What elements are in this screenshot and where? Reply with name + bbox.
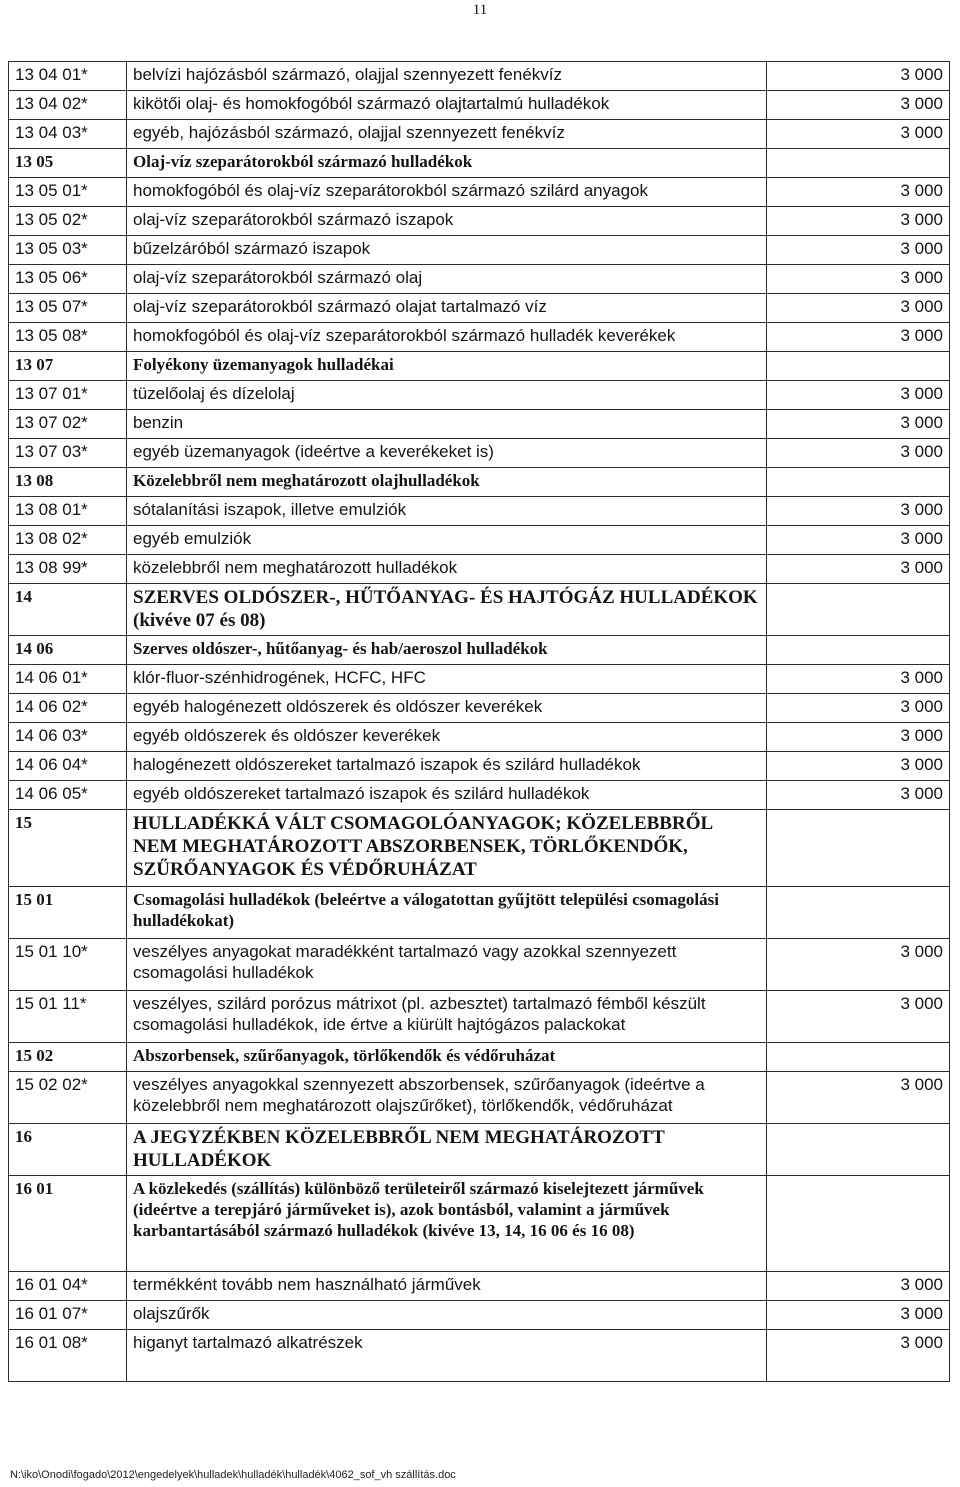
waste-description: közelebbről nem meghatározott hulladékok bbox=[127, 555, 767, 584]
waste-description: A JEGYZÉKBEN KÖZELEBBRŐL NEM MEGHATÁROZOTT HULLADÉKOK bbox=[127, 1124, 767, 1176]
waste-description: Abszorbensek, szűrőanyagok, törlőkendők és védőruházat bbox=[127, 1043, 767, 1072]
waste-description: Szerves oldószer-, hűtőanyag- és hab/aeroszol hulladékok bbox=[127, 636, 767, 665]
waste-code: 16 01 04* bbox=[9, 1272, 127, 1301]
waste-code: 13 04 01* bbox=[9, 62, 127, 91]
fee-amount: 3 000 bbox=[767, 178, 950, 207]
fee-amount: 3 000 bbox=[767, 752, 950, 781]
table-row-subchapter bbox=[9, 1176, 950, 1272]
fee-amount: 3 000 bbox=[767, 723, 950, 752]
table-row bbox=[9, 991, 950, 1043]
waste-description: veszélyes anyagokkal szennyezett abszorbensek, szűrőanyagok (ideértve a közelebbről nem meghatározott olajszűrőket), törlőkendők, védőruházat bbox=[127, 1072, 767, 1124]
table-row-subchapter bbox=[9, 352, 950, 381]
fee-amount: 3 000 bbox=[767, 120, 950, 149]
waste-code: 13 08 01* bbox=[9, 497, 127, 526]
table-row-chapter bbox=[9, 584, 950, 636]
waste-code: 16 01 07* bbox=[9, 1301, 127, 1330]
table-row bbox=[9, 1072, 950, 1124]
waste-description: veszélyes anyagokat maradékként tartalmazó vagy azokkal szennyezett csomagolási hulladékok bbox=[127, 939, 767, 991]
table-row bbox=[9, 265, 950, 294]
waste-description: bűzelzáróból származó iszapok bbox=[127, 236, 767, 265]
fee-amount: 3 000 bbox=[767, 1072, 950, 1124]
waste-description: Közelebbről nem meghatározott olajhulladékok bbox=[127, 468, 767, 497]
waste-code: 15 02 02* bbox=[9, 1072, 127, 1124]
waste-code: 13 05 02* bbox=[9, 207, 127, 236]
fee-amount: 3 000 bbox=[767, 410, 950, 439]
waste-description: sótalanítási iszapok, illetve emulziók bbox=[127, 497, 767, 526]
waste-code: 14 06 01* bbox=[9, 665, 127, 694]
waste-code: 15 02 bbox=[9, 1043, 127, 1072]
fee-amount bbox=[767, 1124, 950, 1176]
waste-description: A közlekedés (szállítás) különböző területeiről származó kiselejtezett járművek (ideértve a terepjáró járműveket is), azok bontásból, valamint a járművek karbantartásából származó hulladékok (kivéve 13, 14, 16 06 és 16 08) bbox=[127, 1176, 767, 1272]
waste-code: 13 07 01* bbox=[9, 381, 127, 410]
table-row bbox=[9, 694, 950, 723]
waste-code: 13 05 01* bbox=[9, 178, 127, 207]
waste-code: 15 01 bbox=[9, 887, 127, 939]
waste-code: 13 07 02* bbox=[9, 410, 127, 439]
fee-amount: 3 000 bbox=[767, 694, 950, 723]
fee-amount: 3 000 bbox=[767, 207, 950, 236]
fee-amount bbox=[767, 636, 950, 665]
waste-code: 14 06 05* bbox=[9, 781, 127, 810]
fee-amount bbox=[767, 468, 950, 497]
waste-code: 14 06 bbox=[9, 636, 127, 665]
table-row bbox=[9, 723, 950, 752]
waste-code: 15 bbox=[9, 810, 127, 887]
waste-description: Csomagolási hulladékok (beleértve a válogatottan gyűjtött települési csomagolási hulladékokat) bbox=[127, 887, 767, 939]
waste-description: belvízi hajózásból származó, olajjal szennyezett fenékvíz bbox=[127, 62, 767, 91]
table-row-chapter bbox=[9, 1124, 950, 1176]
table-row-subchapter bbox=[9, 636, 950, 665]
waste-description: egyéb, hajózásból származó, olajjal szennyezett fenékvíz bbox=[127, 120, 767, 149]
table-row bbox=[9, 294, 950, 323]
waste-description: egyéb oldószerek és oldószer keverékek bbox=[127, 723, 767, 752]
waste-description: homokfogóból és olaj-víz szeparátorokból származó hulladék keverékek bbox=[127, 323, 767, 352]
fee-amount: 3 000 bbox=[767, 991, 950, 1043]
waste-code: 13 05 06* bbox=[9, 265, 127, 294]
waste-description: termékként tovább nem használható járművek bbox=[127, 1272, 767, 1301]
table-row bbox=[9, 497, 950, 526]
fee-amount: 3 000 bbox=[767, 939, 950, 991]
waste-code: 15 01 11* bbox=[9, 991, 127, 1043]
table-row bbox=[9, 526, 950, 555]
table-row bbox=[9, 323, 950, 352]
waste-description: veszélyes, szilárd porózus mátrixot (pl. azbesztet) tartalmazó fémből készült csomagolási hulladékok, ide értve a kiürült hajtógázos palackokat bbox=[127, 991, 767, 1043]
table-row bbox=[9, 555, 950, 584]
fee-amount: 3 000 bbox=[767, 555, 950, 584]
waste-code: 13 04 02* bbox=[9, 91, 127, 120]
waste-description: kikötői olaj- és homokfogóból származó olajtartalmú hulladékok bbox=[127, 91, 767, 120]
page-number: 11 bbox=[472, 2, 488, 18]
waste-description: egyéb halogénezett oldószerek és oldószer keverékek bbox=[127, 694, 767, 723]
waste-description: tüzelőolaj és dízelolaj bbox=[127, 381, 767, 410]
fee-amount bbox=[767, 1176, 950, 1272]
waste-description: olaj-víz szeparátorokból származó olajat tartalmazó víz bbox=[127, 294, 767, 323]
fee-amount: 3 000 bbox=[767, 381, 950, 410]
fee-amount: 3 000 bbox=[767, 91, 950, 120]
table-row bbox=[9, 120, 950, 149]
waste-code: 16 bbox=[9, 1124, 127, 1176]
table-row-subchapter bbox=[9, 149, 950, 178]
table-row bbox=[9, 1272, 950, 1301]
table-row bbox=[9, 91, 950, 120]
fee-amount: 3 000 bbox=[767, 497, 950, 526]
table-row bbox=[9, 752, 950, 781]
waste-code: 13 04 03* bbox=[9, 120, 127, 149]
fee-amount: 3 000 bbox=[767, 265, 950, 294]
fee-amount: 3 000 bbox=[767, 1301, 950, 1330]
document-file-path: N:\iko\Onodi\fogado\2012\engedelyek\hulladek\hulladék\hulladék\4062_sof_vh szállítás.doc bbox=[10, 1469, 456, 1481]
fee-amount bbox=[767, 887, 950, 939]
table-row bbox=[9, 381, 950, 410]
table-row bbox=[9, 665, 950, 694]
table-row-subchapter bbox=[9, 1043, 950, 1072]
waste-code: 14 06 04* bbox=[9, 752, 127, 781]
fee-amount: 3 000 bbox=[767, 323, 950, 352]
table-row bbox=[9, 939, 950, 991]
waste-description: olaj-víz szeparátorokból származó olaj bbox=[127, 265, 767, 294]
table-row bbox=[9, 1301, 950, 1330]
fee-amount bbox=[767, 149, 950, 178]
table-row bbox=[9, 178, 950, 207]
table-row bbox=[9, 410, 950, 439]
fee-amount: 3 000 bbox=[767, 236, 950, 265]
waste-description: egyéb oldószereket tartalmazó iszapok és szilárd hulladékok bbox=[127, 781, 767, 810]
fee-amount: 3 000 bbox=[767, 665, 950, 694]
fee-amount: 3 000 bbox=[767, 1330, 950, 1382]
waste-code: 15 01 10* bbox=[9, 939, 127, 991]
table-row bbox=[9, 1330, 950, 1382]
waste-description: klór-fluor-szénhidrogének, HCFC, HFC bbox=[127, 665, 767, 694]
table-row-chapter bbox=[9, 810, 950, 887]
waste-code: 13 08 bbox=[9, 468, 127, 497]
fee-amount: 3 000 bbox=[767, 62, 950, 91]
waste-code: 13 08 02* bbox=[9, 526, 127, 555]
table-row bbox=[9, 439, 950, 468]
fee-amount bbox=[767, 810, 950, 887]
fee-amount bbox=[767, 352, 950, 381]
waste-description: higanyt tartalmazó alkatrészek bbox=[127, 1330, 767, 1382]
fee-amount bbox=[767, 584, 950, 636]
waste-code: 13 05 bbox=[9, 149, 127, 178]
fee-amount: 3 000 bbox=[767, 526, 950, 555]
waste-description: egyéb üzemanyagok (ideértve a keverékeket is) bbox=[127, 439, 767, 468]
waste-description: SZERVES OLDÓSZER-, HŰTŐANYAG- ÉS HAJTÓGÁZ HULLADÉKOK (kivéve 07 és 08) bbox=[127, 584, 767, 636]
waste-description: egyéb emulziók bbox=[127, 526, 767, 555]
waste-code: 13 07 bbox=[9, 352, 127, 381]
waste-code: 14 06 03* bbox=[9, 723, 127, 752]
table-row bbox=[9, 781, 950, 810]
waste-description: halogénezett oldószereket tartalmazó iszapok és szilárd hulladékok bbox=[127, 752, 767, 781]
table-row bbox=[9, 207, 950, 236]
table-row-subchapter bbox=[9, 887, 950, 939]
waste-code: 14 06 02* bbox=[9, 694, 127, 723]
waste-description: homokfogóból és olaj-víz szeparátorokból származó szilárd anyagok bbox=[127, 178, 767, 207]
waste-description: Olaj-víz szeparátorokból származó hulladékok bbox=[127, 149, 767, 178]
waste-description: olaj-víz szeparátorokból származó iszapok bbox=[127, 207, 767, 236]
waste-code: 13 07 03* bbox=[9, 439, 127, 468]
waste-code: 16 01 08* bbox=[9, 1330, 127, 1382]
table-row bbox=[9, 236, 950, 265]
waste-code: 14 bbox=[9, 584, 127, 636]
waste-description: benzin bbox=[127, 410, 767, 439]
waste-code: 13 05 08* bbox=[9, 323, 127, 352]
table-row-subchapter bbox=[9, 468, 950, 497]
waste-code: 13 05 03* bbox=[9, 236, 127, 265]
waste-code: 16 01 bbox=[9, 1176, 127, 1272]
waste-code: 13 08 99* bbox=[9, 555, 127, 584]
waste-description: HULLADÉKKÁ VÁLT CSOMAGOLÓANYAGOK; KÖZELEBBRŐL NEM MEGHATÁROZOTT ABSZORBENSEK, TÖRLŐKENDŐK, SZŰRŐANYAGOK ÉS VÉDŐRUHÁZAT bbox=[127, 810, 767, 887]
fee-amount: 3 000 bbox=[767, 439, 950, 468]
table-row bbox=[9, 62, 950, 91]
fee-amount: 3 000 bbox=[767, 1272, 950, 1301]
waste-code-table bbox=[8, 61, 950, 1382]
fee-amount bbox=[767, 1043, 950, 1072]
waste-description: Folyékony üzemanyagok hulladékai bbox=[127, 352, 767, 381]
fee-amount: 3 000 bbox=[767, 294, 950, 323]
fee-amount: 3 000 bbox=[767, 781, 950, 810]
waste-code: 13 05 07* bbox=[9, 294, 127, 323]
waste-description: olajszűrők bbox=[127, 1301, 767, 1330]
